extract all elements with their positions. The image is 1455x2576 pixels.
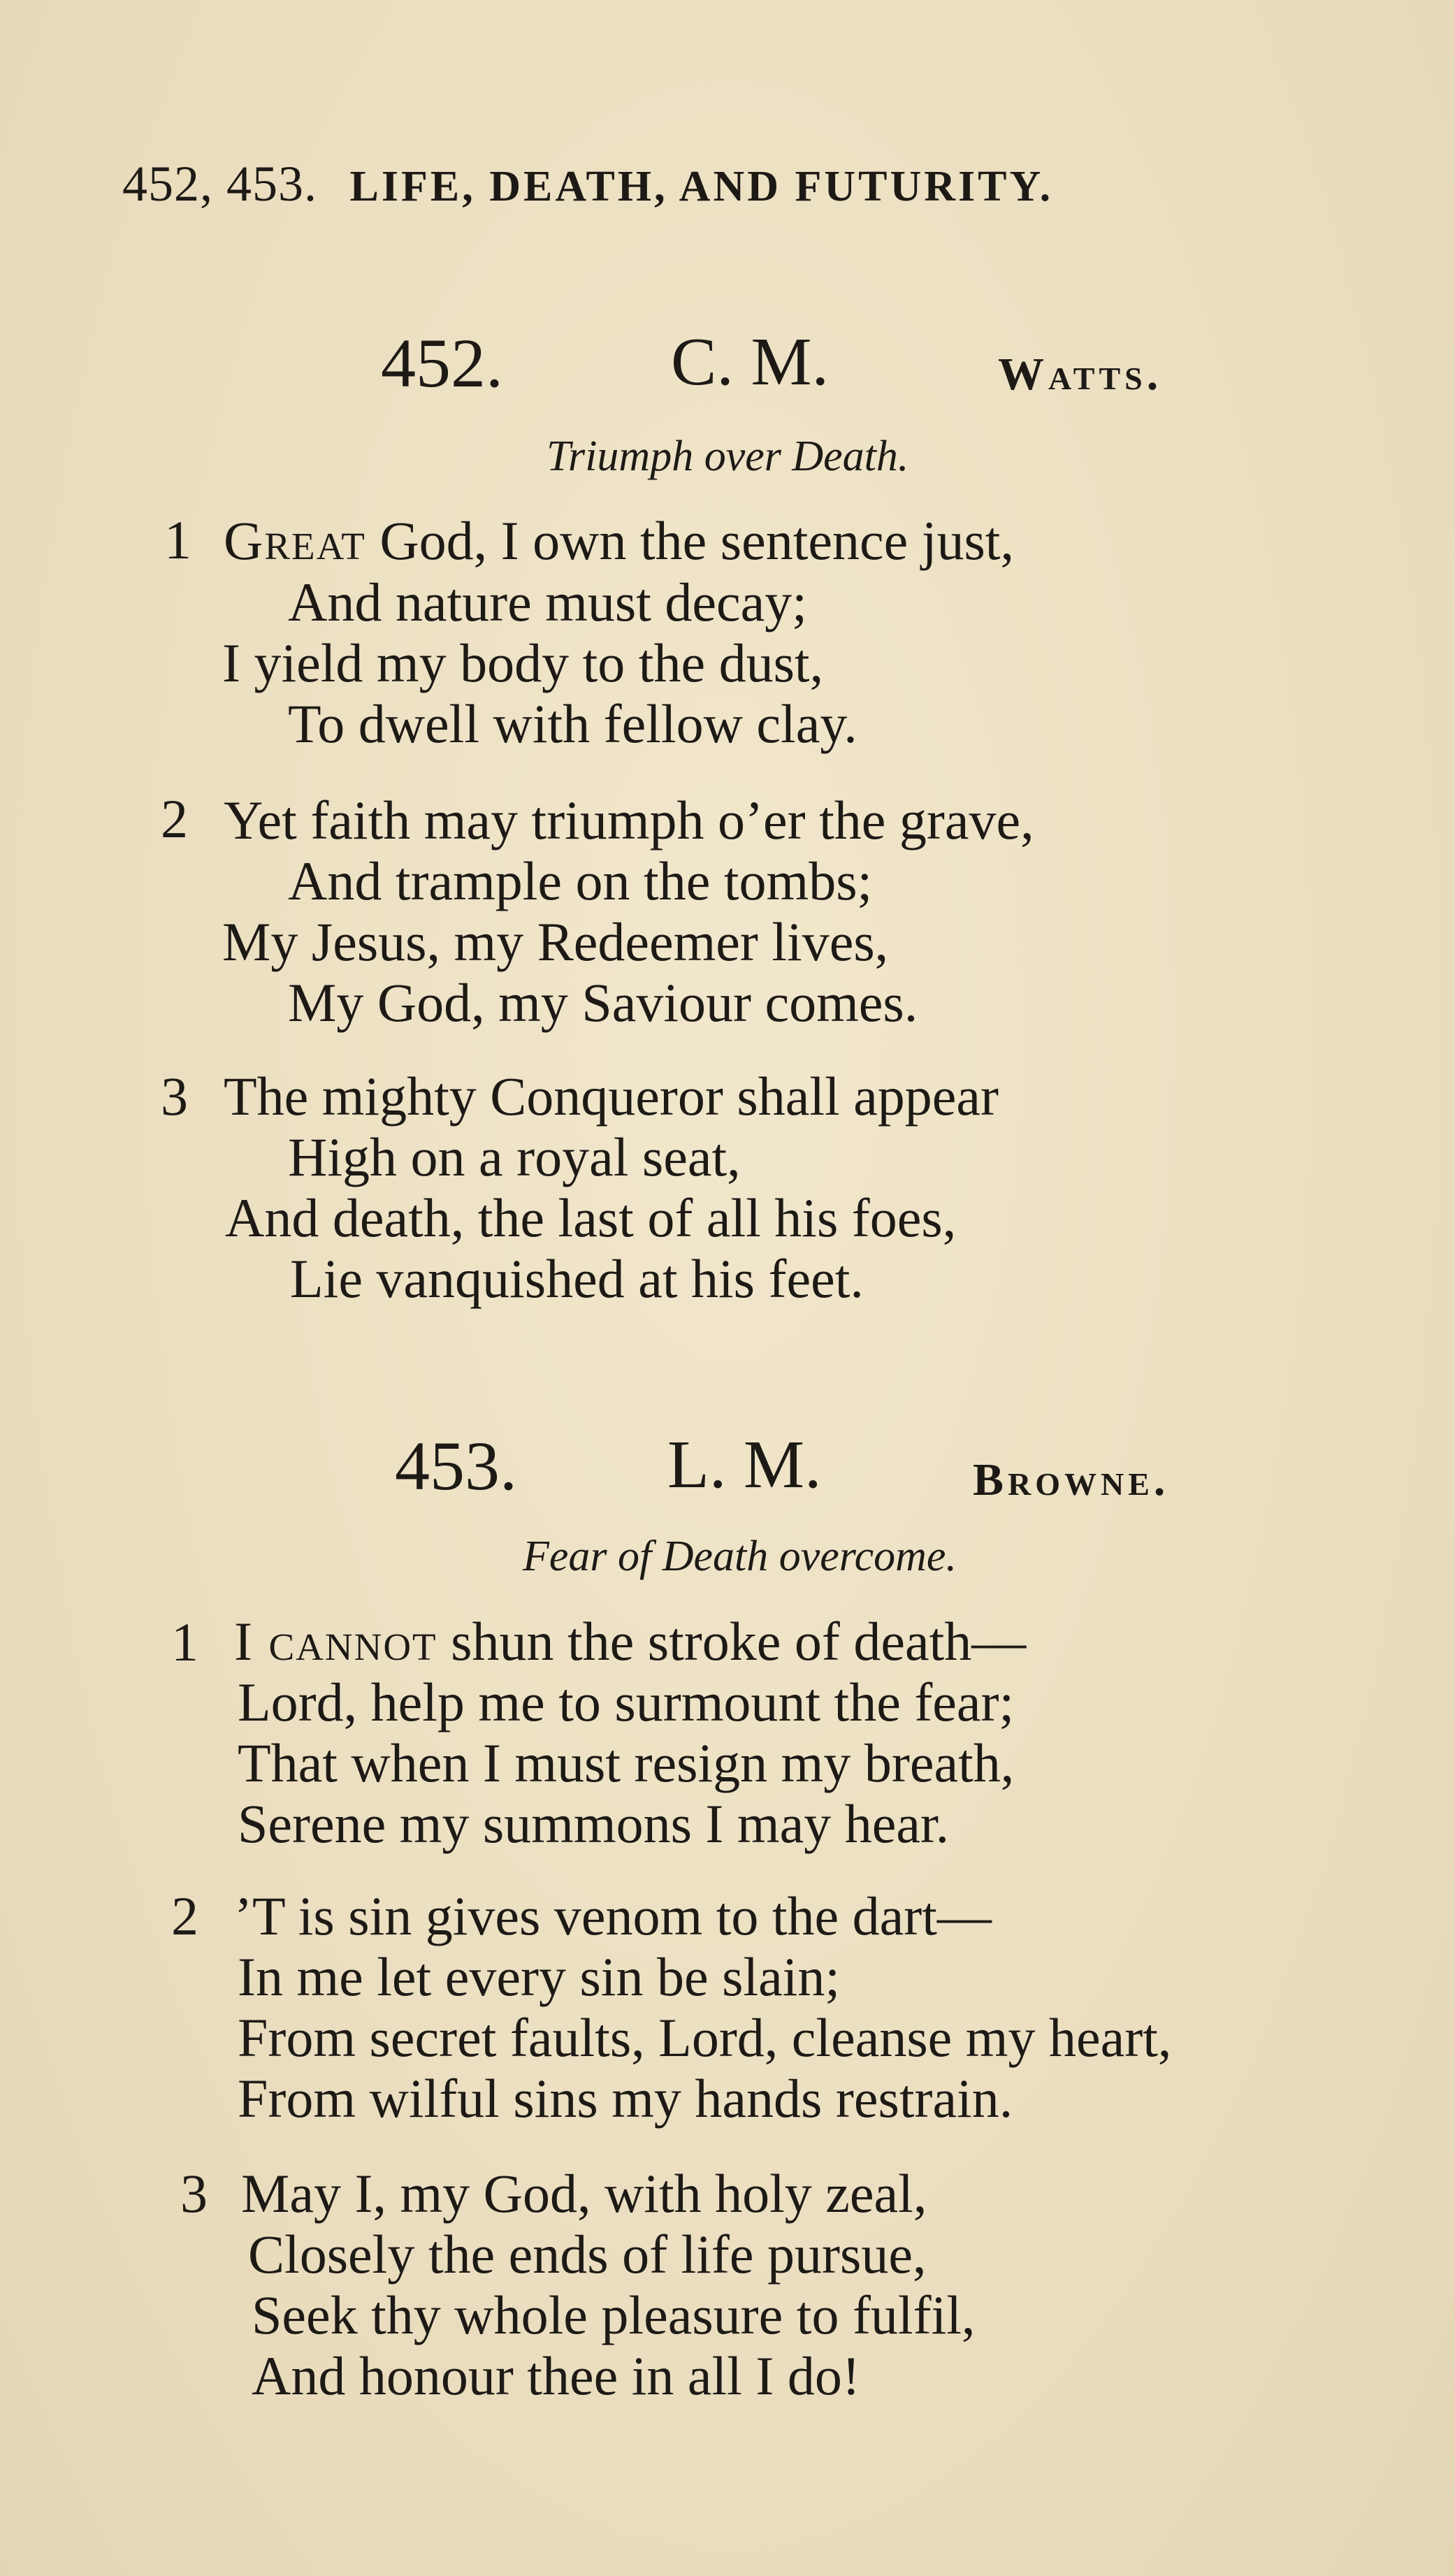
stanza-first-word: Great [224,510,366,571]
stanza-line: And death, the last of all his foes, [225,1187,957,1248]
stanza-line: Seek thy whole pleasure to fulfil, [252,2285,976,2345]
stanza-line: To dwell with fellow clay. [288,693,857,754]
hymn-author: Watts. [998,349,1163,400]
stanza-number: 3 [180,2163,208,2224]
stanza-line: That when I must resign my breath, [238,1732,1015,1793]
stanza-line: I yield my body to the dust, [222,632,824,693]
stanza-number: 1 [171,1612,198,1672]
stanza-line: And honour thee in all I do! [252,2345,860,2406]
stanza-first-word: I cannot [234,1611,437,1672]
stanza-line: Great God, I own the sentence just, [224,510,1014,571]
stanza-line: High on a royal seat, [288,1127,741,1187]
hymn-meter: C. M. [671,324,830,400]
hymn-author: Browne. [973,1454,1170,1505]
stanza-number: 1 [164,509,191,570]
stanza-line: The mighty Conqueror shall appear [224,1066,999,1127]
stanza-line: I cannot shun the stroke of death— [234,1611,1027,1672]
stanza-number: 2 [171,1886,198,1946]
page-header [122,155,1053,213]
stanza-line: In me let every sin be slain; [238,1946,841,2007]
stanza-line: Lord, help me to surmount the fear; [238,1672,1015,1732]
stanza-line: My Jesus, my Redeemer lives, [222,911,889,972]
stanza-number: 3 [161,1066,188,1127]
stanza-line: From wilful sins my hands restrain. [238,2068,1013,2129]
stanza-line: May I, my God, with holy zeal, [241,2163,927,2224]
stanza-line: ’T is sin gives venom to the dart— [234,1886,992,1946]
hymn-meter: L. M. [667,1427,822,1503]
stanza-line: Closely the ends of life pursue, [248,2224,927,2285]
page-header-numbers: 452, 453. [122,156,317,212]
hymn-subtitle: Triumph over Death. [546,433,909,480]
stanza-line: And nature must decay; [288,572,807,632]
page-header-title: LIFE, DEATH, AND FUTURITY. [349,163,1054,210]
stanza-line: My God, my Saviour comes. [288,972,918,1033]
hymn-subtitle: Fear of Death overcome. [523,1533,957,1580]
hymn-number: 452. [381,324,503,402]
stanza-line: From secret faults, Lord, cleanse my heart, [238,2007,1172,2068]
stanza-number: 2 [161,788,188,849]
stanza-line: Lie vanquished at his feet. [290,1248,864,1309]
stanza-line: Serene my summons I may hear. [238,1793,950,1854]
stanza-line: And trample on the tombs; [288,851,873,911]
hymn-number: 453. [395,1427,517,1505]
stanza-line: Yet faith may triumph o’er the grave, [224,790,1034,851]
